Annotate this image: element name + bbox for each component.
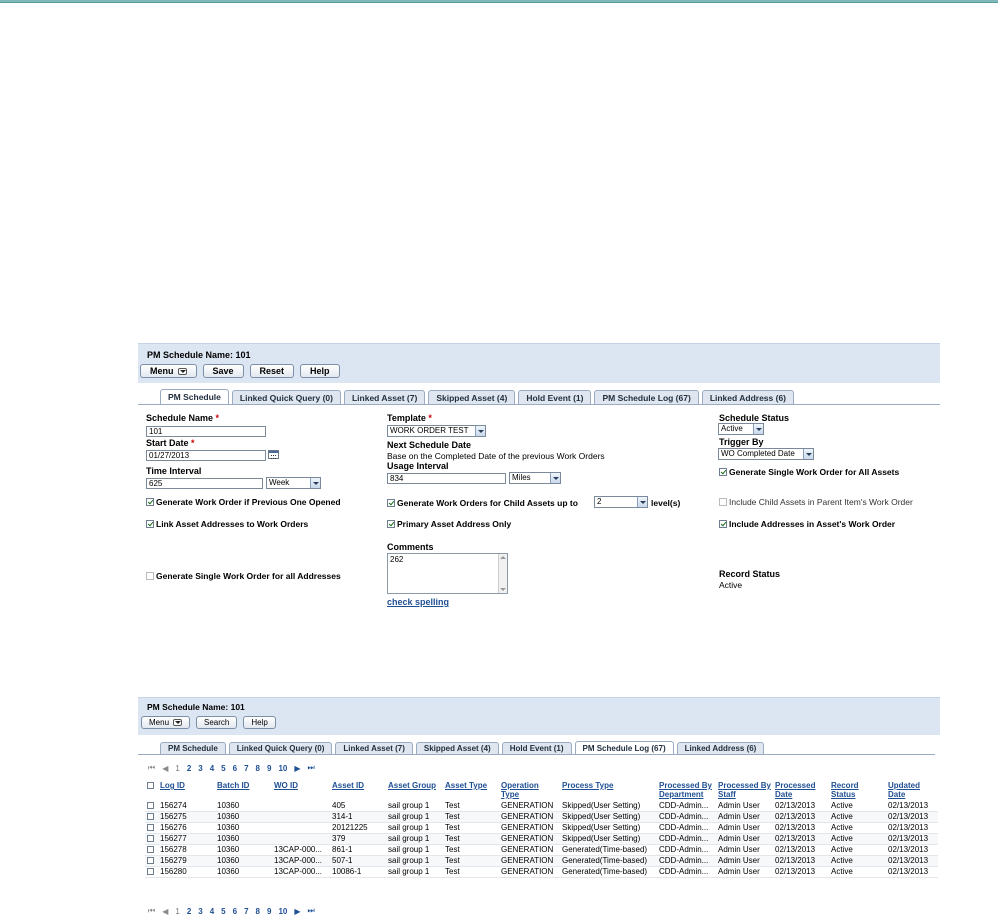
time-interval-label: Time Interval (146, 466, 202, 476)
table-cell: 156275 (158, 812, 215, 823)
levels-suffix: level(s) (651, 498, 681, 508)
table-cell (272, 834, 330, 845)
table-cell: CDD-Admin... (657, 856, 716, 867)
column-header-processed-by-department[interactable]: Processed By Department (659, 781, 712, 799)
page-link-9[interactable]: 9 (266, 763, 272, 773)
table-cell: 10360 (215, 801, 272, 812)
table-cell: CDD-Admin... (657, 823, 716, 834)
page-link-8[interactable]: 8 (255, 763, 260, 773)
table-cell: Admin User (716, 801, 773, 812)
column-header-processed-date[interactable]: Processed Date (775, 781, 816, 799)
table-cell: 02/13/2013 (773, 812, 829, 823)
table-cell: Generated(Time-based) (560, 867, 657, 878)
pager-top (148, 763, 322, 773)
page-link-3[interactable]: 3 (198, 906, 203, 916)
table-cell: Active (829, 823, 886, 834)
column-header-asset-group[interactable]: Asset Group (388, 781, 437, 790)
table-cell: CDD-Admin... (657, 845, 716, 856)
table-row[interactable] (145, 834, 938, 845)
pm-schedule-log-header (138, 697, 940, 735)
row-select-cell (145, 823, 158, 834)
table-cell: Admin User (716, 834, 773, 845)
table-cell (272, 812, 330, 823)
table-cell: Active (829, 845, 886, 856)
table-cell: 02/13/2013 (886, 834, 938, 845)
tab-bar-line (138, 404, 940, 405)
column-header-record-status[interactable]: Record Status (831, 781, 859, 799)
schedule-log-table (145, 781, 938, 878)
row-checkbox[interactable] (147, 846, 154, 853)
table-cell: Test (443, 867, 499, 878)
row-checkbox[interactable] (147, 813, 154, 820)
table-cell: 02/13/2013 (886, 801, 938, 812)
template-select[interactable]: WORK ORDER TEST (387, 425, 486, 437)
first-page-icon[interactable]: ⏮ (148, 906, 156, 915)
table-cell: sail group 1 (386, 834, 443, 845)
table-cell: CDD-Admin... (657, 867, 716, 878)
generate-child-assets-checkbox[interactable]: Generate Work Orders for Child Assets up to (387, 498, 578, 508)
row-checkbox[interactable] (147, 868, 154, 875)
table-cell: 156279 (158, 856, 215, 867)
page-link-9[interactable]: 9 (266, 906, 272, 916)
tab-pm-schedule-log[interactable]: PM Schedule Log (67) (594, 390, 698, 404)
menu-label: Menu (150, 366, 174, 376)
table-cell: 02/13/2013 (773, 823, 829, 834)
start-date-label: Start Date * (146, 438, 195, 448)
menu-button[interactable] (140, 364, 197, 378)
page-link-6[interactable]: 6 (232, 906, 238, 916)
checkbox-checked[interactable] (387, 520, 395, 528)
last-page-icon[interactable]: ⏭ (307, 763, 315, 772)
column-header-updated-date[interactable]: Updated Date (888, 781, 920, 799)
checkbox-checked[interactable] (146, 498, 154, 506)
table-cell: GENERATION (499, 801, 560, 812)
column-header-log-id[interactable]: Log ID (160, 781, 185, 790)
template-label: Template * (387, 413, 432, 423)
table-cell: 13CAP-000... (272, 867, 330, 878)
tab-skipped-asset[interactable]: Skipped Asset (4) (428, 390, 515, 404)
table-cell: 02/13/2013 (773, 834, 829, 845)
chevron-down-icon (550, 473, 560, 483)
row-checkbox[interactable] (147, 802, 154, 809)
table-cell: Skipped(User Setting) (560, 812, 657, 823)
row-select-cell (145, 845, 158, 856)
table-row[interactable] (145, 812, 938, 823)
column-header-process-type[interactable]: Process Type (562, 781, 614, 790)
table-cell: 507-1 (330, 856, 386, 867)
reset-button[interactable]: Reset (250, 364, 295, 378)
table-cell: CDD-Admin... (657, 801, 716, 812)
table-cell: sail group 1 (386, 823, 443, 834)
table-cell: Skipped(User Setting) (560, 834, 657, 845)
table-cell: GENERATION (499, 834, 560, 845)
toolbar (141, 716, 282, 729)
prev-page-icon[interactable]: ◀ (162, 763, 169, 773)
table-cell: 10360 (215, 856, 272, 867)
tab-bar (160, 389, 797, 404)
table-cell: GENERATION (499, 823, 560, 834)
page-link-2[interactable]: 2 (186, 763, 192, 773)
table-cell: 405 (330, 801, 386, 812)
table-cell: 10360 (215, 834, 272, 845)
page-link-2[interactable]: 2 (186, 906, 192, 916)
chevron-down-icon (753, 424, 763, 434)
table-cell: 02/13/2013 (773, 845, 829, 856)
generate-single-assets-checkbox[interactable]: Generate Single Work Order for All Assets (719, 467, 899, 477)
usage-unit-select[interactable]: Miles (509, 472, 561, 484)
table-cell: Test (443, 856, 499, 867)
tab-bar (160, 741, 767, 754)
table-cell: 379 (330, 834, 386, 845)
toolbar (140, 364, 346, 378)
row-select-cell (145, 867, 158, 878)
help-button[interactable]: Help (300, 364, 340, 378)
schedule-status-select[interactable]: Active (718, 423, 764, 435)
page-link-5[interactable]: 5 (221, 906, 226, 916)
table-cell: 156277 (158, 834, 215, 845)
table-cell: 02/13/2013 (886, 823, 938, 834)
table-cell: Admin User (716, 856, 773, 867)
include-child-assets-checkbox[interactable]: Include Child Assets in Parent Item's Work Order (719, 497, 913, 507)
tab-pm-schedule-log[interactable]: PM Schedule Log (67) (575, 741, 674, 754)
table-cell: 156280 (158, 867, 215, 878)
top-accent-line (0, 0, 998, 3)
table-cell: 10360 (215, 812, 272, 823)
page-link-4[interactable]: 4 (209, 763, 215, 773)
table-cell: Admin User (716, 845, 773, 856)
table-cell: sail group 1 (386, 801, 443, 812)
page-title: PM Schedule Name: 101 (147, 350, 251, 360)
table-cell: 156278 (158, 845, 215, 856)
tab-linked-asset[interactable]: Linked Asset (7) (335, 742, 413, 754)
time-unit-select[interactable]: Week (266, 477, 321, 489)
table-cell: Active (829, 834, 886, 845)
row-checkbox[interactable] (147, 824, 154, 831)
comments-textarea[interactable]: 262 (387, 553, 508, 594)
row-checkbox[interactable] (147, 857, 154, 864)
row-select-cell (145, 812, 158, 823)
pm-schedule-header (138, 343, 940, 383)
table-cell: 02/13/2013 (886, 856, 938, 867)
page-link-7[interactable]: 7 (244, 763, 249, 773)
table-cell: 13CAP-000... (272, 856, 330, 867)
prev-page-icon[interactable]: ◀ (162, 906, 169, 916)
column-header-asset-type[interactable]: Asset Type (445, 781, 488, 790)
checkbox-checked[interactable] (146, 520, 154, 528)
table-cell: 13CAP-000... (272, 845, 330, 856)
record-status-value: Active (719, 580, 743, 590)
table-cell: Admin User (716, 823, 773, 834)
generate-single-addresses-checkbox[interactable]: Generate Single Work Order for all Addresses (146, 571, 341, 581)
table-cell (272, 801, 330, 812)
table-cell: 02/13/2013 (773, 867, 829, 878)
next-page-icon[interactable]: ▶ (294, 906, 301, 916)
include-addresses-checkbox[interactable]: Include Addresses in Asset's Work Order (719, 519, 895, 529)
menu-label: Menu (149, 718, 170, 727)
comments-label: Comments (387, 542, 434, 552)
tab-pm-schedule[interactable]: PM Schedule (160, 742, 226, 754)
table-cell: Skipped(User Setting) (560, 801, 657, 812)
table-cell: 861-1 (330, 845, 386, 856)
page-link-1[interactable]: 1 (175, 906, 180, 916)
table-cell: 02/13/2013 (773, 856, 829, 867)
table-cell: 10086-1 (330, 867, 386, 878)
save-button[interactable]: Save (203, 364, 244, 378)
table-cell: sail group 1 (386, 856, 443, 867)
schedule-name-input[interactable]: 101 (146, 426, 266, 437)
menu-button[interactable] (141, 716, 190, 729)
table-cell: 02/13/2013 (886, 845, 938, 856)
table-cell (272, 823, 330, 834)
table-cell: Test (443, 845, 499, 856)
table-cell: Generated(Time-based) (560, 856, 657, 867)
schedule-name-label: Schedule Name * (146, 413, 220, 423)
check-spelling-link[interactable]: check spelling (387, 597, 450, 607)
page-title: PM Schedule Name: 101 (147, 702, 245, 712)
table-cell: 10360 (215, 867, 272, 878)
table-cell: CDD-Admin... (657, 834, 716, 845)
chevron-down-icon (637, 497, 647, 507)
page-link-10[interactable]: 10 (278, 763, 288, 773)
next-schedule-label: Next Schedule Date (387, 440, 472, 450)
table-cell: 156274 (158, 801, 215, 812)
calendar-icon[interactable] (268, 450, 279, 459)
table-cell: 10360 (215, 823, 272, 834)
search-button[interactable]: Search (196, 716, 237, 729)
page-link-8[interactable]: 8 (255, 906, 260, 916)
usage-interval-label: Usage Interval (387, 461, 449, 471)
table-cell: Admin User (716, 812, 773, 823)
column-header-processed-by-staff[interactable]: Processed By Staff (718, 781, 771, 799)
chevron-down-icon (475, 426, 485, 436)
pager-bottom (148, 906, 322, 916)
primary-address-only-checkbox[interactable]: Primary Asset Address Only (387, 519, 511, 529)
checkbox-checked[interactable] (719, 468, 727, 476)
column-header-asset-id[interactable]: Asset ID (332, 781, 365, 790)
table-cell: GENERATION (499, 856, 560, 867)
trigger-by-select[interactable]: WO Completed Date (718, 448, 814, 460)
table-cell: Active (829, 856, 886, 867)
select-all-cell (145, 781, 158, 801)
page-link-10[interactable]: 10 (278, 906, 288, 916)
row-checkbox[interactable] (147, 835, 154, 842)
table-row[interactable] (145, 801, 938, 812)
help-button[interactable]: Help (243, 716, 275, 729)
table-cell: 10360 (215, 845, 272, 856)
table-cell: CDD-Admin... (657, 812, 716, 823)
table-cell: GENERATION (499, 867, 560, 878)
record-status-label: Record Status (719, 569, 781, 579)
tab-linked-address[interactable]: Linked Address (6) (677, 742, 765, 754)
column-header-batch-id[interactable]: Batch ID (217, 781, 250, 790)
checkbox-checked[interactable] (719, 520, 727, 528)
chevron-down-icon (310, 478, 320, 488)
table-cell: Active (829, 812, 886, 823)
textarea-scrollbar[interactable] (498, 554, 507, 593)
tab-hold-event[interactable]: Hold Event (1) (502, 742, 572, 754)
usage-interval-input[interactable]: 834 (387, 473, 506, 484)
table-cell: Test (443, 801, 499, 812)
tab-hold-event[interactable]: Hold Event (1) (518, 390, 591, 404)
table-cell: 02/13/2013 (886, 812, 938, 823)
row-select-cell (145, 856, 158, 867)
select-all-checkbox[interactable] (147, 782, 154, 789)
table-cell: Test (443, 823, 499, 834)
next-page-icon[interactable]: ▶ (294, 763, 301, 773)
table-cell: Active (829, 801, 886, 812)
tab-pm-schedule[interactable]: PM Schedule (160, 389, 229, 404)
table-cell: 156276 (158, 823, 215, 834)
generate-if-previous-checkbox[interactable]: Generate Work Order if Previous One Opened (146, 497, 341, 507)
chevron-down-icon (803, 449, 813, 459)
checkbox-unchecked[interactable] (719, 498, 727, 506)
tab-linked-asset[interactable]: Linked Asset (7) (344, 390, 425, 404)
table-cell: Test (443, 812, 499, 823)
table-cell: GENERATION (499, 845, 560, 856)
tab-linked-quick-query[interactable]: Linked Quick Query (0) (232, 390, 341, 404)
first-page-icon[interactable]: ⏮ (148, 763, 156, 772)
column-header-operation-type[interactable]: Operation Type (501, 781, 539, 799)
column-header-wo-id[interactable]: WO ID (274, 781, 298, 790)
checkbox-unchecked[interactable] (146, 572, 154, 580)
table-cell: Admin User (716, 867, 773, 878)
table-cell: sail group 1 (386, 812, 443, 823)
table-cell: Test (443, 834, 499, 845)
table-cell: sail group 1 (386, 867, 443, 878)
next-schedule-text: Base on the Completed Date of the previous Work Orders (387, 451, 605, 461)
time-interval-input[interactable]: 625 (146, 478, 263, 489)
table-row[interactable] (145, 845, 938, 856)
table-cell: Skipped(User Setting) (560, 823, 657, 834)
page-link-4[interactable]: 4 (209, 906, 215, 916)
tab-linked-quick-query[interactable]: Linked Quick Query (0) (229, 742, 333, 754)
child-level-select[interactable]: 2 (594, 496, 648, 508)
chevron-down-icon (173, 719, 182, 726)
table-row[interactable] (145, 856, 938, 867)
table-row[interactable] (145, 867, 938, 878)
link-asset-addresses-checkbox[interactable]: Link Asset Addresses to Work Orders (146, 519, 308, 529)
table-cell: Generated(Time-based) (560, 845, 657, 856)
schedule-status-label: Schedule Status (719, 413, 790, 423)
page-link-7[interactable]: 7 (244, 906, 249, 916)
tab-skipped-asset[interactable]: Skipped Asset (4) (416, 742, 499, 754)
last-page-icon[interactable]: ⏭ (307, 906, 315, 915)
row-select-cell (145, 834, 158, 845)
tab-linked-address[interactable]: Linked Address (6) (702, 390, 794, 404)
table-cell: Active (829, 867, 886, 878)
table-cell: sail group 1 (386, 845, 443, 856)
table-cell: 02/13/2013 (886, 867, 938, 878)
table-row[interactable] (145, 823, 938, 834)
checkbox-checked[interactable] (387, 499, 395, 507)
page-link-1[interactable]: 1 (175, 763, 180, 773)
table-cell: 314-1 (330, 812, 386, 823)
page-link-6[interactable]: 6 (232, 763, 238, 773)
start-date-input[interactable]: 01/27/2013 (146, 450, 266, 461)
table-cell: 20121225 (330, 823, 386, 834)
chevron-down-icon (178, 368, 187, 375)
page-link-5[interactable]: 5 (221, 763, 226, 773)
trigger-by-label: Trigger By (719, 437, 764, 447)
table-cell: 02/13/2013 (773, 801, 829, 812)
table-cell: GENERATION (499, 812, 560, 823)
tab-bar-line (138, 754, 935, 755)
page-link-3[interactable]: 3 (198, 763, 203, 773)
row-select-cell (145, 801, 158, 812)
